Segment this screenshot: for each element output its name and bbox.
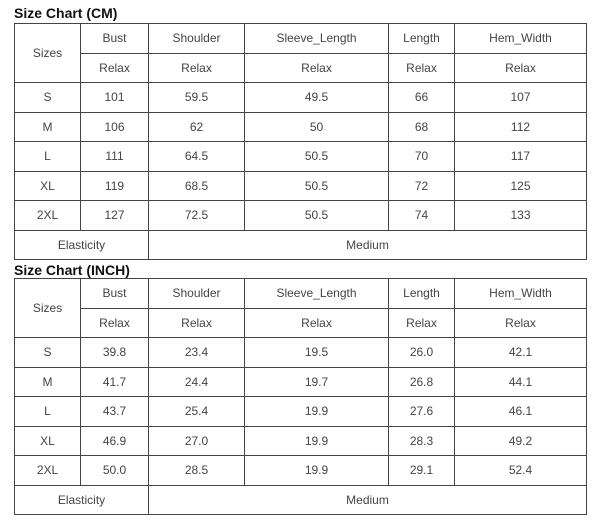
- size-label: M: [15, 367, 81, 397]
- size-label: M: [15, 112, 81, 142]
- subheader-cell: Relax: [245, 53, 389, 83]
- subheader-cell: Relax: [81, 53, 149, 83]
- table-row: [15, 426, 587, 456]
- subheader-cell: Relax: [149, 53, 245, 83]
- size-chart-title-inch: Size Chart (INCH): [14, 262, 130, 278]
- table-cell: 125: [455, 171, 587, 201]
- sizes-header: Sizes: [15, 279, 81, 338]
- column-header-bust: Bust: [81, 279, 149, 309]
- elasticity-label: Elasticity: [15, 485, 149, 515]
- table-cell: 50.5: [245, 201, 389, 231]
- table-row: [15, 171, 587, 201]
- table-cell: 19.7: [245, 367, 389, 397]
- column-header-sleeve-length: Sleeve_Length: [245, 24, 389, 54]
- table-cell: 49.2: [455, 426, 587, 456]
- table-cell: 68.5: [149, 171, 245, 201]
- size-label: 2XL: [15, 456, 81, 486]
- subheader-cell: Relax: [455, 53, 587, 83]
- table-row: [15, 338, 587, 368]
- size-label: L: [15, 397, 81, 427]
- table-cell: 50.5: [245, 171, 389, 201]
- subheader-cell: Relax: [245, 308, 389, 338]
- table-cell: 112: [455, 112, 587, 142]
- table-cell: 27.6: [389, 397, 455, 427]
- table-cell: 107: [455, 83, 587, 113]
- size-chart-title-cm: Size Chart (CM): [14, 5, 118, 21]
- table-cell: 49.5: [245, 83, 389, 113]
- table-cell: 41.7: [81, 367, 149, 397]
- table-cell: 23.4: [149, 338, 245, 368]
- table-cell: 19.5: [245, 338, 389, 368]
- table-cell: 111: [81, 142, 149, 172]
- size-table-inch: [14, 278, 587, 515]
- table-row: [15, 397, 587, 427]
- subheader-cell: Relax: [455, 308, 587, 338]
- column-header-sleeve-length: Sleeve_Length: [245, 279, 389, 309]
- table-cell: 70: [389, 142, 455, 172]
- elasticity-row: [15, 485, 587, 515]
- table-cell: 66: [389, 83, 455, 113]
- column-header-length: Length: [389, 24, 455, 54]
- table-cell: 64.5: [149, 142, 245, 172]
- table-cell: 50.5: [245, 142, 389, 172]
- size-table-cm: [14, 23, 587, 260]
- table-cell: 42.1: [455, 338, 587, 368]
- column-header-hem-width: Hem_Width: [455, 279, 587, 309]
- table-row: [15, 142, 587, 172]
- size-label: XL: [15, 426, 81, 456]
- table-cell: 72: [389, 171, 455, 201]
- subheader-cell: Relax: [389, 53, 455, 83]
- elasticity-value: Medium: [149, 485, 587, 515]
- column-header-hem-width: Hem_Width: [455, 24, 587, 54]
- table-cell: 117: [455, 142, 587, 172]
- table-row: [15, 367, 587, 397]
- table-cell: 19.9: [245, 397, 389, 427]
- table-cell: 44.1: [455, 367, 587, 397]
- header-row: [15, 24, 587, 54]
- sizes-header: Sizes: [15, 24, 81, 83]
- header-row: [15, 279, 587, 309]
- column-header-shoulder: Shoulder: [149, 279, 245, 309]
- table-cell: 106: [81, 112, 149, 142]
- table-cell: 19.9: [245, 456, 389, 486]
- table-cell: 26.8: [389, 367, 455, 397]
- table-cell: 26.0: [389, 338, 455, 368]
- table-cell: 68: [389, 112, 455, 142]
- table-cell: 27.0: [149, 426, 245, 456]
- elasticity-value: Medium: [149, 230, 587, 260]
- table-cell: 24.4: [149, 367, 245, 397]
- table-cell: 119: [81, 171, 149, 201]
- table-cell: 72.5: [149, 201, 245, 231]
- table-cell: 101: [81, 83, 149, 113]
- size-label: S: [15, 338, 81, 368]
- column-header-shoulder: Shoulder: [149, 24, 245, 54]
- table-cell: 39.8: [81, 338, 149, 368]
- table-cell: 25.4: [149, 397, 245, 427]
- column-header-bust: Bust: [81, 24, 149, 54]
- table-row: [15, 112, 587, 142]
- elasticity-label: Elasticity: [15, 230, 149, 260]
- subheader-cell: Relax: [149, 308, 245, 338]
- table-cell: 19.9: [245, 426, 389, 456]
- table-cell: 133: [455, 201, 587, 231]
- table-cell: 43.7: [81, 397, 149, 427]
- table-cell: 50.0: [81, 456, 149, 486]
- subheader-cell: Relax: [81, 308, 149, 338]
- table-row: [15, 456, 587, 486]
- table-row: [15, 83, 587, 113]
- table-cell: 127: [81, 201, 149, 231]
- table-cell: 52.4: [455, 456, 587, 486]
- subheader-cell: Relax: [389, 308, 455, 338]
- size-label: XL: [15, 171, 81, 201]
- size-label: 2XL: [15, 201, 81, 231]
- table-row: [15, 201, 587, 231]
- table-cell: 74: [389, 201, 455, 231]
- subheader-row: [15, 53, 587, 83]
- table-cell: 46.9: [81, 426, 149, 456]
- table-cell: 28.3: [389, 426, 455, 456]
- elasticity-row: [15, 230, 587, 260]
- size-label: S: [15, 83, 81, 113]
- table-cell: 28.5: [149, 456, 245, 486]
- table-cell: 29.1: [389, 456, 455, 486]
- table-cell: 46.1: [455, 397, 587, 427]
- column-header-length: Length: [389, 279, 455, 309]
- table-cell: 59.5: [149, 83, 245, 113]
- table-cell: 62: [149, 112, 245, 142]
- subheader-row: [15, 308, 587, 338]
- size-label: L: [15, 142, 81, 172]
- table-cell: 50: [245, 112, 389, 142]
